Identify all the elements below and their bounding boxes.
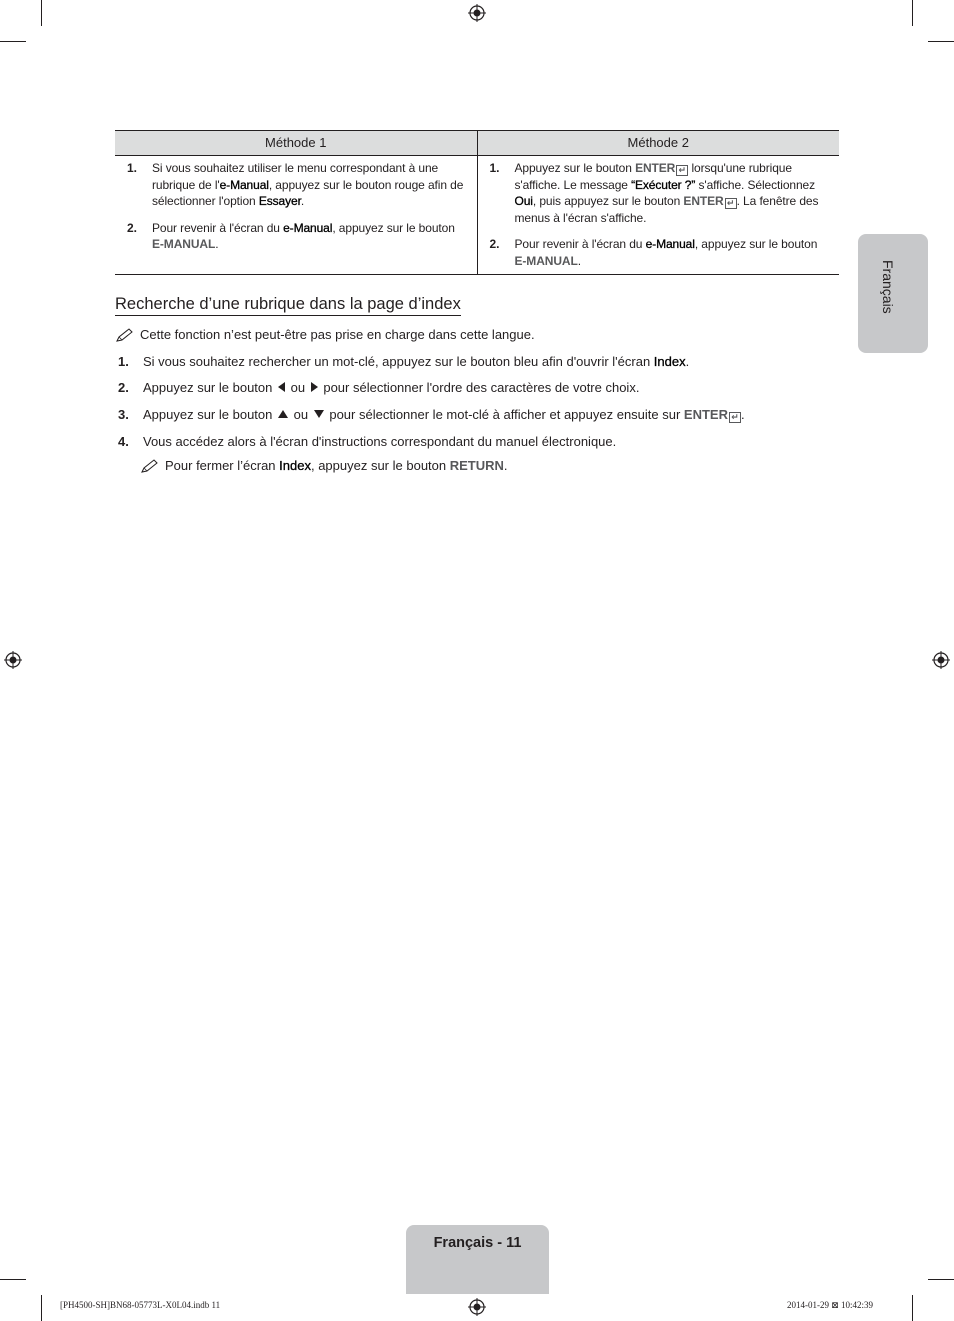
step-number: 1. <box>118 354 129 369</box>
footer-timestamp: 2014-01-29 ⊠ 10:42:39 <box>787 1300 874 1310</box>
section-title: Recherche d’une rubrique dans la page d’index <box>115 294 461 316</box>
step-1 <box>115 354 689 370</box>
table-step: 1. Appuyez sur le bouton ENTER ↵ lorsqu'une rubrique s'affiche. Le message “Exécuter ?” s'affiche. Sélectionnez Oui, puis appuyez sur le bouton ENTER ↵ . La fenêtre des menus à l'écran s'affiche. <box>489 161 819 225</box>
registration-mark-icon <box>4 651 22 669</box>
registration-mark-icon <box>468 4 486 22</box>
language-side-tab <box>858 234 928 353</box>
crop-mark <box>41 0 42 26</box>
right-arrow-icon <box>311 382 318 392</box>
table-header <box>115 131 839 156</box>
left-arrow-icon <box>278 382 285 392</box>
methods-table <box>115 130 839 275</box>
step-4 <box>115 434 616 450</box>
method-1-column <box>115 156 478 274</box>
up-arrow-icon <box>278 410 288 418</box>
down-arrow-icon <box>314 410 324 418</box>
enter-icon: ↵ <box>676 165 688 176</box>
step-number: 3. <box>118 407 129 422</box>
crop-mark <box>928 1279 954 1280</box>
registration-mark-icon <box>932 651 950 669</box>
table-step: 2. Pour revenir à l'écran du e-Manual, appuyez sur le bouton E-MANUAL. <box>127 220 455 251</box>
step-text: Appuyez sur le bouton ou pour sélectionner le mot-clé à afficher et appuyez ensuite sur ENTER ↵ . <box>143 407 745 422</box>
pencil-note-icon <box>141 459 159 473</box>
step-text: Vous accédez alors à l'écran d'instructions correspondant du manuel électronique. <box>143 434 617 449</box>
method-2-column <box>478 156 840 274</box>
footer-file-info: [PH4500-SH]BN68-05773L-X0L04.indb 11 <box>60 1300 221 1310</box>
step-text: Appuyez sur le bouton ou pour sélectionner l'ordre des caractères de votre choix. <box>143 380 640 395</box>
note-text: Cette fonction n’est peut-être pas prise en charge dans cette langue. <box>140 327 535 342</box>
step-text: Si vous souhaitez rechercher un mot-clé, appuyez sur le bouton bleu afin d'ouvrir l'écran Index. <box>143 354 690 369</box>
step-number: 2. <box>118 380 129 395</box>
pencil-note-icon <box>116 328 134 342</box>
crop-mark <box>912 0 913 26</box>
language-tab-label: Français <box>880 260 896 314</box>
page-number-tab <box>406 1225 549 1294</box>
step-2 <box>115 380 639 396</box>
enter-icon: ↵ <box>729 412 741 423</box>
step-3 <box>115 407 745 423</box>
sub-note-text: Pour fermer l’écran Index, appuyez sur le bouton RETURN. <box>165 458 508 473</box>
header-method-2: Méthode 2 <box>627 135 689 150</box>
enter-icon: ↵ <box>725 198 737 209</box>
step-number: 4. <box>118 434 129 449</box>
crop-mark <box>41 1295 42 1321</box>
table-step: 1. Si vous souhaitez utiliser le menu correspondant à une rubrique de l'e-Manual, appuyez sur le bouton rouge afin de sélectionner l'option Essayer. <box>127 161 464 208</box>
page-number: Français - 11 <box>433 1235 522 1251</box>
crop-mark <box>0 1279 26 1280</box>
crop-mark <box>928 41 954 42</box>
registration-mark-icon <box>468 1298 486 1316</box>
crop-mark <box>0 41 26 42</box>
header-method-1: Méthode 1 <box>115 131 478 155</box>
table-step: 2. Pour revenir à l'écran du e-Manual, appuyez sur le bouton E-MANUAL. <box>489 237 818 268</box>
crop-mark <box>912 1295 913 1321</box>
